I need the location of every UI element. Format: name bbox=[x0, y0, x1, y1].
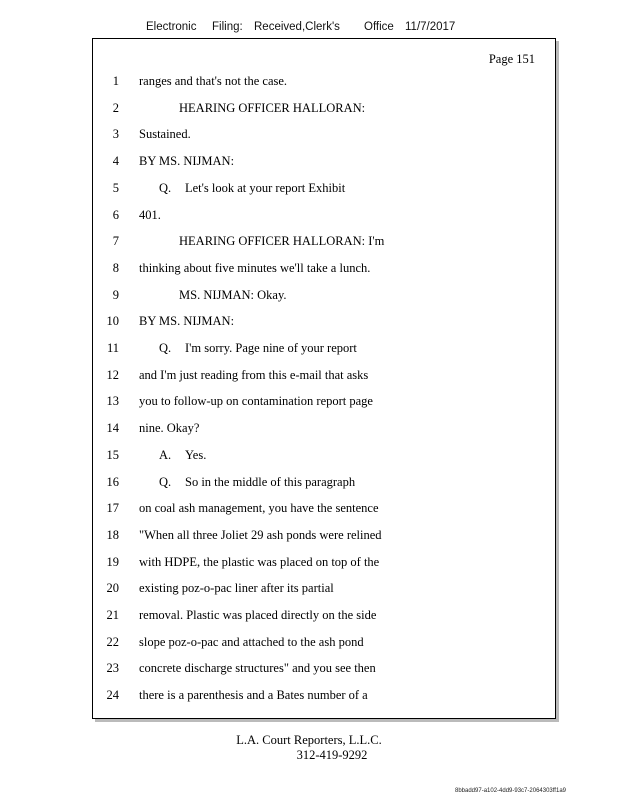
line-text bbox=[139, 365, 368, 385]
line-number: 18 bbox=[106, 527, 119, 542]
line-number: 22 bbox=[106, 634, 119, 649]
line-content: BY MS. NIJMAN: bbox=[139, 314, 235, 329]
line-text bbox=[139, 205, 161, 225]
transcript-line bbox=[93, 472, 555, 492]
transcript-line bbox=[93, 178, 555, 198]
line-number: 17 bbox=[106, 501, 119, 516]
line-content: So in the middle of this paragraph bbox=[185, 474, 356, 489]
line-number: 4 bbox=[112, 154, 119, 169]
transcript-line bbox=[93, 685, 555, 705]
line-text bbox=[159, 178, 345, 198]
line-text bbox=[159, 472, 355, 492]
transcript-line bbox=[93, 578, 555, 598]
reporter-company: L.A. Court Reporters, L.L.C. bbox=[236, 733, 382, 747]
line-content: existing poz-o-pac liner after its partial bbox=[139, 581, 334, 596]
transcript-line bbox=[93, 605, 555, 625]
qa-marker: Q. bbox=[159, 341, 172, 355]
line-text bbox=[139, 151, 234, 171]
line-number: 19 bbox=[106, 554, 119, 569]
transcript-line bbox=[93, 311, 555, 331]
line-number: 7 bbox=[112, 234, 119, 249]
line-text bbox=[139, 578, 334, 598]
line-text bbox=[139, 311, 234, 331]
line-content: "When all three Joliet 29 ash ponds were relined bbox=[139, 527, 382, 542]
line-text bbox=[159, 445, 206, 465]
qa-marker: Q. bbox=[159, 180, 172, 195]
line-text bbox=[139, 525, 382, 545]
transcript-line bbox=[93, 365, 555, 385]
line-number: 21 bbox=[106, 608, 119, 622]
line-number: 9 bbox=[112, 287, 119, 302]
line-number: 12 bbox=[106, 367, 119, 382]
line-number: 6 bbox=[112, 207, 119, 222]
transcript-line bbox=[93, 124, 555, 144]
line-number: 24 bbox=[106, 688, 119, 703]
line-text bbox=[139, 605, 376, 625]
line-number: 1 bbox=[112, 74, 119, 88]
line-content: ranges and that's not the case. bbox=[139, 74, 288, 88]
line-number: 20 bbox=[106, 581, 119, 596]
transcript-line bbox=[93, 658, 555, 678]
line-text bbox=[139, 391, 373, 411]
line-number: 13 bbox=[106, 394, 119, 409]
transcript-line bbox=[93, 231, 555, 251]
line-text bbox=[139, 124, 191, 144]
line-content: HEARING OFFICER HALLORAN: bbox=[179, 100, 366, 115]
line-text bbox=[179, 285, 287, 305]
qa-marker: Q. bbox=[159, 474, 172, 489]
efiling-stamp bbox=[146, 21, 455, 33]
transcript-line bbox=[93, 285, 555, 305]
line-content: with HDPE, the plastic was placed on top of the bbox=[139, 554, 380, 569]
line-number: 23 bbox=[106, 661, 119, 676]
page-footer bbox=[0, 733, 618, 763]
transcript-line bbox=[93, 498, 555, 518]
line-content: Let's look at your report Exhibit bbox=[185, 180, 346, 195]
line-content: HEARING OFFICER HALLORAN: I'm bbox=[179, 234, 385, 249]
line-content: there is a parenthesis and a Bates number of a bbox=[139, 688, 368, 703]
line-text bbox=[139, 658, 376, 678]
transcript-line bbox=[93, 418, 555, 438]
transcript-line bbox=[93, 552, 555, 572]
line-content: MS. NIJMAN: Okay. bbox=[179, 287, 287, 302]
line-text bbox=[139, 552, 379, 572]
line-number: 14 bbox=[106, 421, 119, 436]
stamp-word: Filing: bbox=[212, 21, 243, 33]
line-content: thinking about five minutes we'll take a lunch. bbox=[139, 260, 371, 275]
line-text bbox=[139, 685, 368, 705]
stamp-word: Electronic bbox=[146, 21, 197, 33]
qa-marker: A. bbox=[159, 447, 172, 462]
line-text bbox=[139, 258, 370, 278]
page-number: Page 151 bbox=[488, 52, 535, 66]
line-content: BY MS. NIJMAN: bbox=[139, 154, 235, 169]
line-text bbox=[139, 632, 364, 652]
document-hash: 8bbadd97-a102-4dd9-93c7-2064303ff1a9 bbox=[455, 788, 566, 794]
line-number: 3 bbox=[112, 127, 119, 142]
line-content: you to follow-up on contamination report page bbox=[139, 394, 373, 409]
transcript-line bbox=[93, 391, 555, 411]
line-content: removal. Plastic was placed directly on the side bbox=[139, 608, 377, 622]
transcript-line bbox=[93, 525, 555, 545]
transcript-line bbox=[93, 205, 555, 225]
stamp-date: 11/7/2017 bbox=[405, 21, 456, 33]
transcript-line bbox=[93, 151, 555, 171]
line-text bbox=[159, 338, 357, 358]
line-text bbox=[179, 98, 365, 118]
transcript-page bbox=[92, 38, 556, 719]
line-content: Sustained. bbox=[139, 127, 191, 142]
transcript-line bbox=[93, 632, 555, 652]
transcript-line bbox=[93, 338, 555, 358]
line-content: and I'm just reading from this e-mail that asks bbox=[139, 367, 369, 382]
transcript-line bbox=[93, 258, 555, 278]
line-content: on coal ash management, you have the sentence bbox=[139, 501, 379, 516]
transcript-line bbox=[93, 445, 555, 465]
transcript-line bbox=[93, 98, 555, 118]
line-number: 16 bbox=[106, 474, 119, 489]
line-number: 2 bbox=[112, 100, 119, 115]
line-text bbox=[139, 418, 199, 438]
line-content: nine. Okay? bbox=[139, 421, 200, 436]
reporter-phone: 312-419-9292 bbox=[296, 748, 368, 762]
line-number: 5 bbox=[112, 180, 119, 195]
line-content: slope poz-o-pac and attached to the ash pond bbox=[139, 634, 364, 649]
line-content: I'm sorry. Page nine of your report bbox=[185, 341, 357, 355]
line-text bbox=[179, 231, 384, 251]
line-number: 10 bbox=[106, 314, 119, 329]
line-content: concrete discharge structures" and you see then bbox=[139, 661, 376, 676]
stamp-word: Received,Clerk's bbox=[254, 21, 340, 33]
line-text bbox=[139, 71, 287, 91]
line-number: 8 bbox=[112, 260, 119, 275]
line-content: 401. bbox=[139, 207, 161, 222]
stamp-word: Office bbox=[364, 21, 394, 33]
line-content: Yes. bbox=[185, 447, 207, 462]
line-number: 15 bbox=[106, 447, 119, 462]
line-text bbox=[139, 498, 379, 518]
transcript-line bbox=[93, 71, 555, 91]
line-number: 11 bbox=[106, 341, 119, 355]
